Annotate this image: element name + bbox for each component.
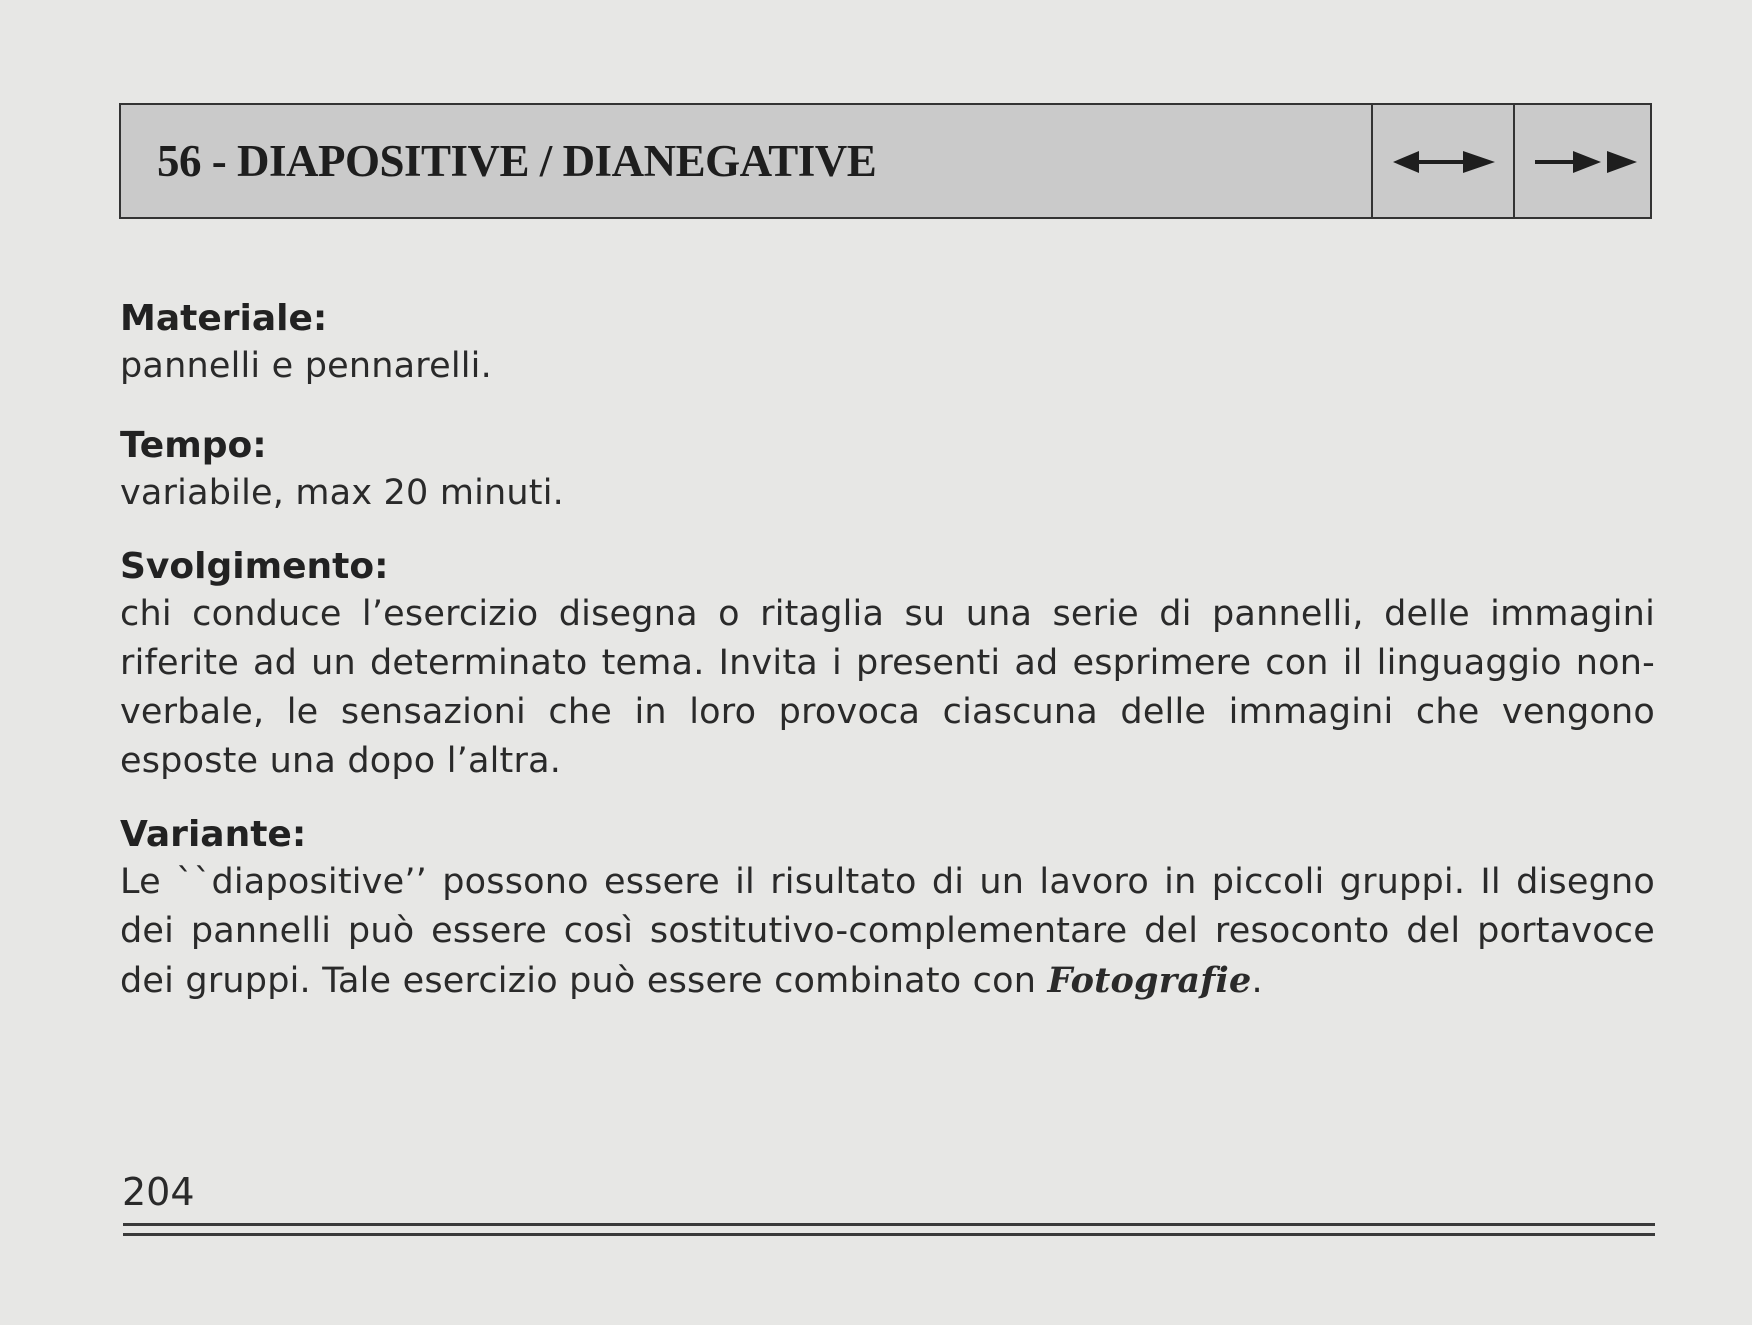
section-text: variabile, max 20 minuti. (120, 473, 564, 513)
section-tempo (120, 423, 1655, 518)
section-text: pannelli e pennarelli. (120, 346, 492, 386)
section-text: chi conduce l’esercizio disegna o ritaglia su una serie di pannelli, delle immagini riferite ad un determinato tema. Invita i presenti ad esprimere con il linguaggio non-verbale, le sensazioni che in loro provoca ciascuna delle immagini che vengono esposte una dopo l’altra. (120, 594, 1655, 781)
forward-double-arrow-icon (1535, 149, 1639, 175)
exercise-title: 56 - DIAPOSITIVE / DIANEGATIVE (157, 136, 877, 186)
section-materiale (120, 296, 1655, 391)
section-label: Materiale: (120, 298, 328, 339)
section-svolgimento (120, 544, 1655, 786)
footer-rule (123, 1233, 1655, 1236)
page-number: 204 (122, 1170, 195, 1214)
variante-text: Le ``diapositive’’ possono essere il risultato di un lavoro in piccoli gruppi. Il disegno dei pannelli può essere così sostitutivo-complementare del resoconto del portavoce dei gruppi. Tale esercizio può essere combinato con (120, 862, 1655, 1001)
footer-rule (123, 1223, 1655, 1226)
bidirectional-arrow-icon (1393, 149, 1495, 175)
cross-reference-link: Fotografie (1047, 960, 1252, 1001)
section-text (120, 858, 1655, 1006)
arrow-cell-bidirectional (1371, 105, 1513, 217)
exercise-content (120, 296, 1655, 1006)
variante-text-end: . (1251, 961, 1263, 1001)
arrow-cell-forward (1513, 105, 1655, 217)
exercise-header (119, 103, 1652, 219)
section-label: Tempo: (120, 425, 267, 466)
section-variante (120, 812, 1655, 1006)
section-label: Variante: (120, 814, 307, 855)
section-label: Svolgimento: (120, 546, 389, 587)
